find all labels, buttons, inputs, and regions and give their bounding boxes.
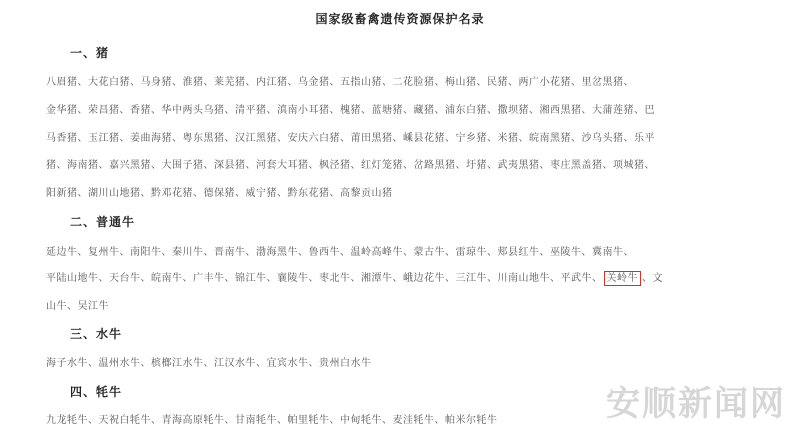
section-heading-pig: 一、猪: [70, 46, 110, 60]
section-heading-buffalo: 三、水牛: [70, 327, 123, 341]
pig-list-line-2: 金华猪、荣昌猪、香猪、华中两头乌猪、清平猪、滇南小耳猪、槐猪、蓝塘猪、藏猪、浦东白猪、撒坝猪、湘西黑猪、大蒲莲猪、巴: [46, 105, 655, 116]
highlighted-breed: 关岭牛: [604, 271, 642, 286]
site-watermark: 安顺新闻网: [606, 384, 786, 424]
cattle-list-line-3: 山牛、吴江牛: [46, 301, 109, 312]
cattle-list-line-1: 延边牛、复州牛、南阳牛、秦川牛、晋南牛、渤海黑牛、鲁西牛、温岭高峰牛、蒙古牛、雷琼牛、郏县红牛、巫陵牛、冀南牛、: [46, 247, 634, 258]
section-heading-yak: 四、牦牛: [70, 385, 123, 399]
document-title: 国家级畜禽遗传资源保护名录: [315, 12, 485, 26]
buffalo-list-line: 海子水牛、温州水牛、槟榔江水牛、江汉水牛、宜宾水牛、贵州白水牛: [46, 358, 372, 369]
yak-list-line: 九龙牦牛、天祝白牦牛、青海高原牦牛、甘南牦牛、帕里牦牛、中甸牦牛、麦洼牦牛、帕米尔牦牛: [46, 415, 498, 426]
section-heading-cattle: 二、普通牛: [70, 215, 136, 229]
pig-list-line-3: 马香猪、玉江猪、姜曲海猪、粤东黑猪、汉江黑猪、安庆六白猪、莆田黑猪、嵊县花猪、宁乡猪、米猪、皖南黑猪、沙乌头猪、乐平: [46, 133, 655, 144]
cattle-list-line-2-tail: 、文: [642, 273, 663, 284]
cattle-list-line-2-text: 平陆山地牛、天台牛、皖南牛、广丰牛、锦江牛、襄陵牛、枣北牛、湘潭牛、峨边花牛、三江牛、川南山地牛、平武牛、: [46, 273, 603, 284]
pig-list-line-4: 猪、海南猪、嘉兴黑猪、大围子猪、深县猪、河套大耳猪、枫泾猪、红灯笼猪、岔路黑猪、圩猪、武夷黑猪、枣庄黑盖猪、项城猪、: [46, 160, 655, 171]
cattle-list-line-2: [46, 269, 766, 284]
pig-list-line-5: 阳新猪、湖川山地猪、黔邓花猪、德保猪、威宁猪、黔东花猪、高黎贡山猪: [46, 188, 393, 199]
pig-list-line-1: 八眉猪、大花白猪、马身猪、淮猪、莱芜猪、内江猪、乌金猪、五指山猪、二花脸猪、梅山猪、民猪、两广小花猪、里岔黑猪、: [46, 77, 634, 88]
